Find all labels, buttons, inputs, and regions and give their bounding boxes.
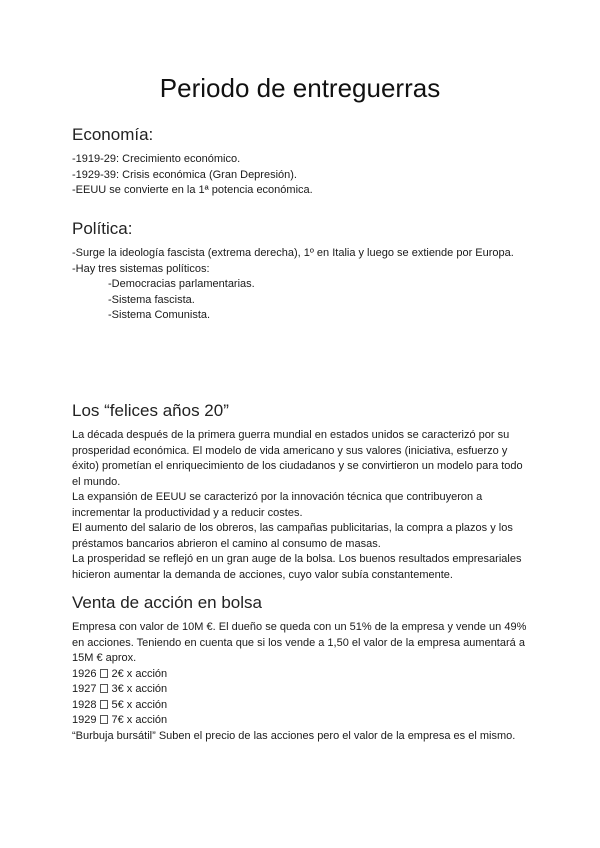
- politica-intro: -Hay tres sistemas políticos:: [72, 262, 210, 275]
- venta-intro: Empresa con valor de 10M €. El dueño se queda con un 51% de la empresa y vende un 49% en acciones. Teniendo en cuenta que si los vende a 1,50 el valor de la empresa aumentará a 15M € aprox.: [72, 621, 527, 664]
- economia-line: -1919-29: Crecimiento económico.: [72, 153, 241, 165]
- placeholder-box-icon: [100, 684, 108, 693]
- section-heading-venta: Venta de acción en bolsa: [72, 593, 262, 612]
- economia-line: -1929-39: Crisis económica (Gran Depresión).: [72, 168, 297, 181]
- politica-body: [72, 246, 528, 324]
- price-year: 1927: [72, 683, 97, 695]
- politica-system-item: -Sistema fascista.: [108, 293, 195, 306]
- section-heading-economia: Economía:: [72, 125, 154, 144]
- section-heading-politica: Política:: [72, 219, 133, 238]
- price-row: [72, 682, 528, 698]
- price-year: 1928: [72, 698, 97, 711]
- venta-body: [72, 620, 528, 744]
- placeholder-box-icon: [100, 700, 108, 709]
- price-value: 5€ x acción: [111, 698, 168, 711]
- felices-paragraph: La expansión de EEUU se caracterizó por la innovación técnica que contribuyeron a incrementar la productividad y a reducir costes.: [72, 491, 483, 519]
- price-row: [72, 667, 528, 683]
- economia-body: [72, 152, 528, 199]
- politica-system-item: -Democracias parlamentarias.: [108, 278, 255, 290]
- felices-body: [72, 428, 528, 583]
- section-heading-felices: Los “felices años 20”: [72, 401, 229, 420]
- price-year: 1926: [72, 667, 97, 680]
- venta-note: “Burbuja bursátil” Suben el precio de las acciones pero el valor de la empresa es el mismo.: [72, 729, 516, 742]
- price-value: 2€ x acción: [111, 667, 168, 680]
- page-title: Periodo de entreguerras: [159, 73, 441, 103]
- price-row: [72, 713, 528, 729]
- felices-paragraph: La década después de la primera guerra mundial en estados unidos se caracterizó por su prosperidad económica. El modelo de vida americano y sus valores (iniciativa, esfuerzo y éxito) prometían el enriquecimiento de los ciudadanos y se convirtieron un modelo para todo el mundo.: [72, 429, 523, 488]
- placeholder-box-icon: [100, 669, 108, 678]
- economia-line: -EEUU se convierte en la 1ª potencia económica.: [72, 184, 313, 196]
- placeholder-box-icon: [100, 715, 108, 724]
- politica-intro: -Surge la ideología fascista (extrema derecha), 1º en Italia y luego se extiende por Europa.: [72, 247, 514, 259]
- politica-system-item: -Sistema Comunista.: [108, 309, 211, 321]
- felices-paragraph: La prosperidad se reflejó en un gran auge de la bolsa. Los buenos resultados empresariales hicieron aumentar la demanda de acciones, cuyo valor subía constantemente.: [72, 553, 522, 581]
- price-value: 7€ x acción: [111, 714, 168, 726]
- price-row: [72, 698, 528, 714]
- felices-paragraph: El aumento del salario de los obreros, las campañas publicitarias, la compra a plazos y los préstamos bancarios abrieron el camino al consumo de masas.: [72, 522, 513, 550]
- price-year: 1929: [72, 714, 97, 726]
- price-value: 3€ x acción: [111, 683, 168, 695]
